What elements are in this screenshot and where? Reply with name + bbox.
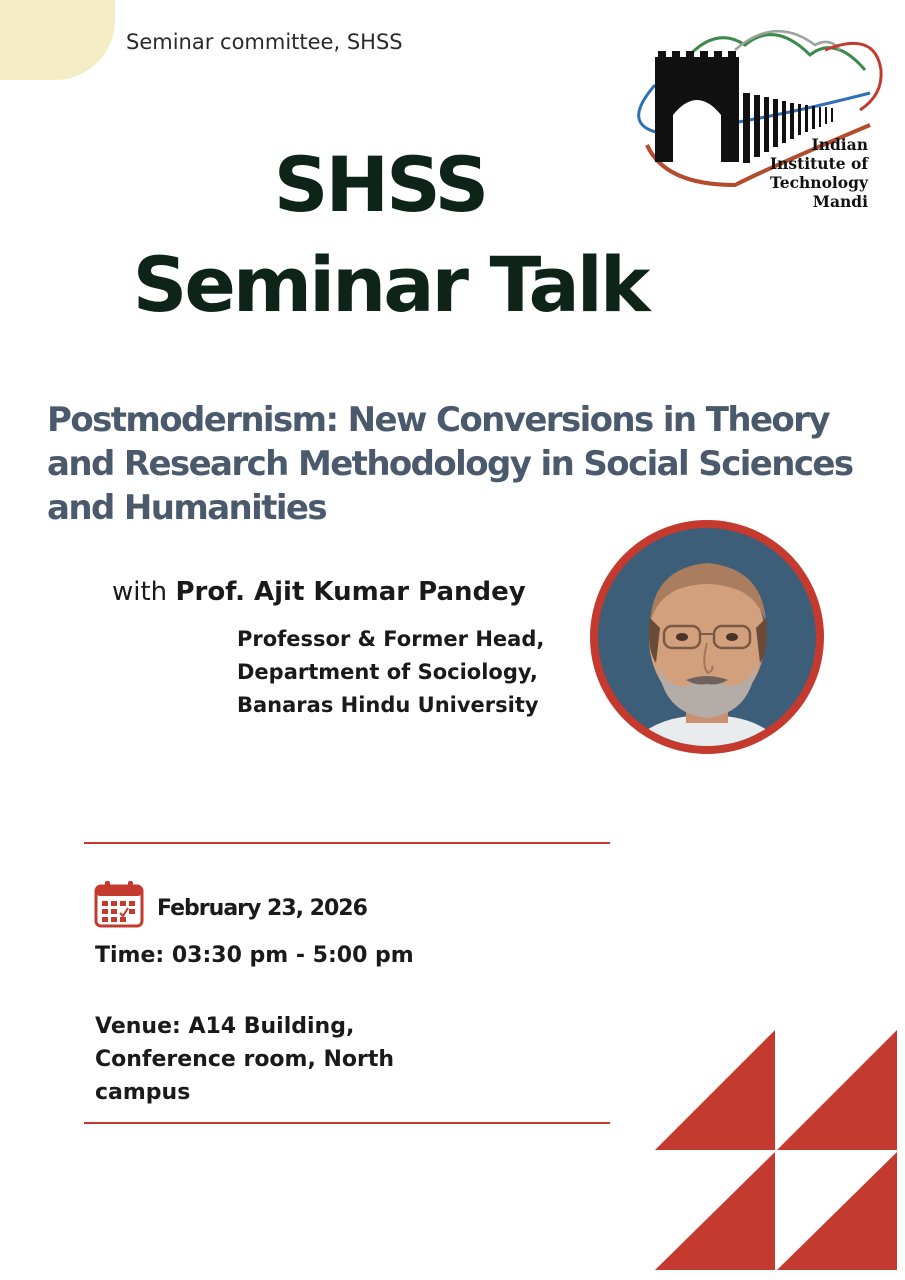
speaker-portrait — [590, 520, 824, 754]
venue-line: Venue: A14 Building, — [95, 1014, 355, 1039]
calendar-icon — [94, 880, 144, 928]
logo-line: Mandi — [812, 192, 868, 211]
venue-line: campus — [95, 1080, 191, 1105]
corner-decoration — [0, 0, 115, 80]
triangle-decoration — [655, 1030, 900, 1270]
topic-line: and Humanities — [47, 488, 327, 528]
logo-line: Institute of — [769, 154, 868, 173]
speaker-line — [112, 577, 526, 607]
title-line-2: Seminar Talk — [132, 240, 648, 329]
event-date: February 23, 2026 — [157, 896, 367, 921]
affiliation-line: Department of Sociology, — [237, 660, 538, 684]
speaker-name: Prof. Ajit Kumar Pandey — [175, 577, 526, 607]
venue-line: Conference room, North — [95, 1047, 395, 1072]
title-line-1: SHSS — [273, 140, 487, 229]
logo-text — [758, 135, 868, 211]
divider-bottom — [84, 1122, 610, 1124]
affiliation-line: Banaras Hindu University — [237, 693, 539, 717]
divider-top — [84, 842, 610, 844]
speaker-affiliation — [237, 623, 544, 722]
logo-line: Indian — [811, 135, 868, 154]
topic-line: and Research Methodology in Social Sciences — [47, 444, 853, 484]
affiliation-line: Professor & Former Head, — [237, 627, 545, 651]
logo-line: Technology — [769, 173, 868, 192]
seminar-topic — [47, 398, 877, 530]
event-venue — [95, 1010, 435, 1109]
speaker-prefix: with — [112, 577, 168, 607]
topic-line: Postmodernism: New Conversions in Theory — [47, 400, 829, 440]
event-time: Time: 03:30 pm - 5:00 pm — [95, 943, 414, 968]
committee-label: Seminar committee, SHSS — [126, 30, 403, 54]
